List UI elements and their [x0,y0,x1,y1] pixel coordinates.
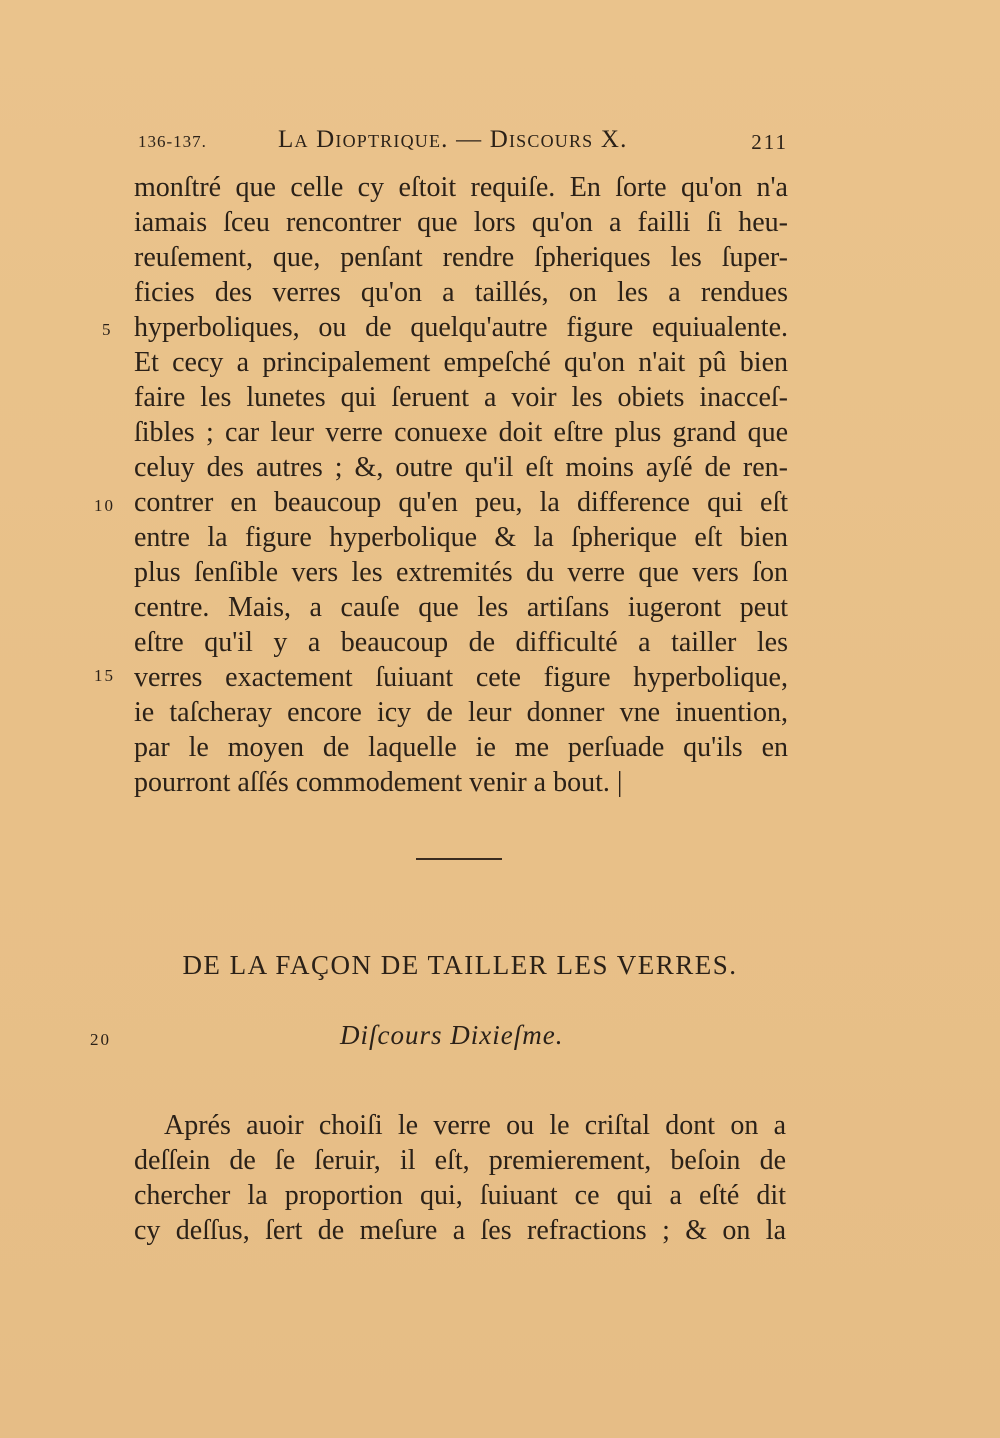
text-line: ficies des verres qu'on a taillés, on les a rendues [134,277,788,308]
text-line: monſtré que celle cy eſtoit requiſe. En ſorte qu'on n'a [134,172,788,203]
text-line: chercher la proportion qui, ſuiuant ce qui a eſté dit [134,1180,786,1211]
text-line: hyperboliques, ou de quelqu'autre figure equiualente. [134,312,788,343]
header-page-range: 136-137. [138,132,207,151]
text-line: par le moyen de laquelle ie me perſuade qu'ils en [134,732,788,763]
text-line: plus ſenſible vers les extremités du verre que vers ſon [134,557,788,588]
line-number: 5 [102,320,113,339]
text-line: centre. Mais, a cauſe que les artiſans iugeront peut [134,592,788,623]
line-number: 15 [94,666,115,685]
page-number: 211 [751,130,788,154]
text-line: contrer en beaucoup qu'en peu, la difference qui eſt [134,487,788,518]
text-line: eſtre qu'il y a beaucoup de difficulté a tailler les [134,627,788,658]
section-title: DE LA FAÇON DE TAILLER LES VERRES. [182,950,738,980]
text-line: entre la figure hyperbolique & la ſpherique eſt bien [134,522,788,553]
text-line: cy deſſus, ſert de meſure a ſes refractions ; & on la [134,1215,786,1246]
section-subtitle: Diſcours Dixieſme. [340,1020,564,1050]
text-line: ie taſcheray encore icy de leur donner vne inuention, [134,697,788,728]
text-line: reuſement, que, penſant rendre ſpheriques les ſuper- [134,242,788,273]
text-line: faire les lunetes qui ſeruent a voir les obiets inacceſ- [134,382,788,413]
text-line: iamais ſceu rencontrer que lors qu'on a failli ſi heu- [134,207,788,238]
text-line: Et cecy a principalement empeſché qu'on n'ait pû bien [134,347,788,378]
text-line: ſibles ; car leur verre conuexe doit eſtre plus grand que [134,417,788,448]
text-line: deſſein de ſe ſeruir, il eſt, premierement, beſoin de [134,1145,786,1176]
text-line: verres exactement ſuiuant cete figure hyperbolique, [134,662,788,693]
text-line: celuy des autres ; &, outre qu'il eſt moins ayſé de ren- [134,452,788,483]
running-header [138,126,788,162]
section-divider [416,858,502,860]
line-number: 20 [90,1030,111,1049]
text-line: Aprés auoir choiſi le verre ou le criſtal dont on a [164,1110,786,1141]
line-number: 10 [94,496,115,515]
header-title: La Dioptrique. — Discours X. [278,126,628,153]
text-line: pourront aſſés commodement venir a bout. | [134,767,623,798]
